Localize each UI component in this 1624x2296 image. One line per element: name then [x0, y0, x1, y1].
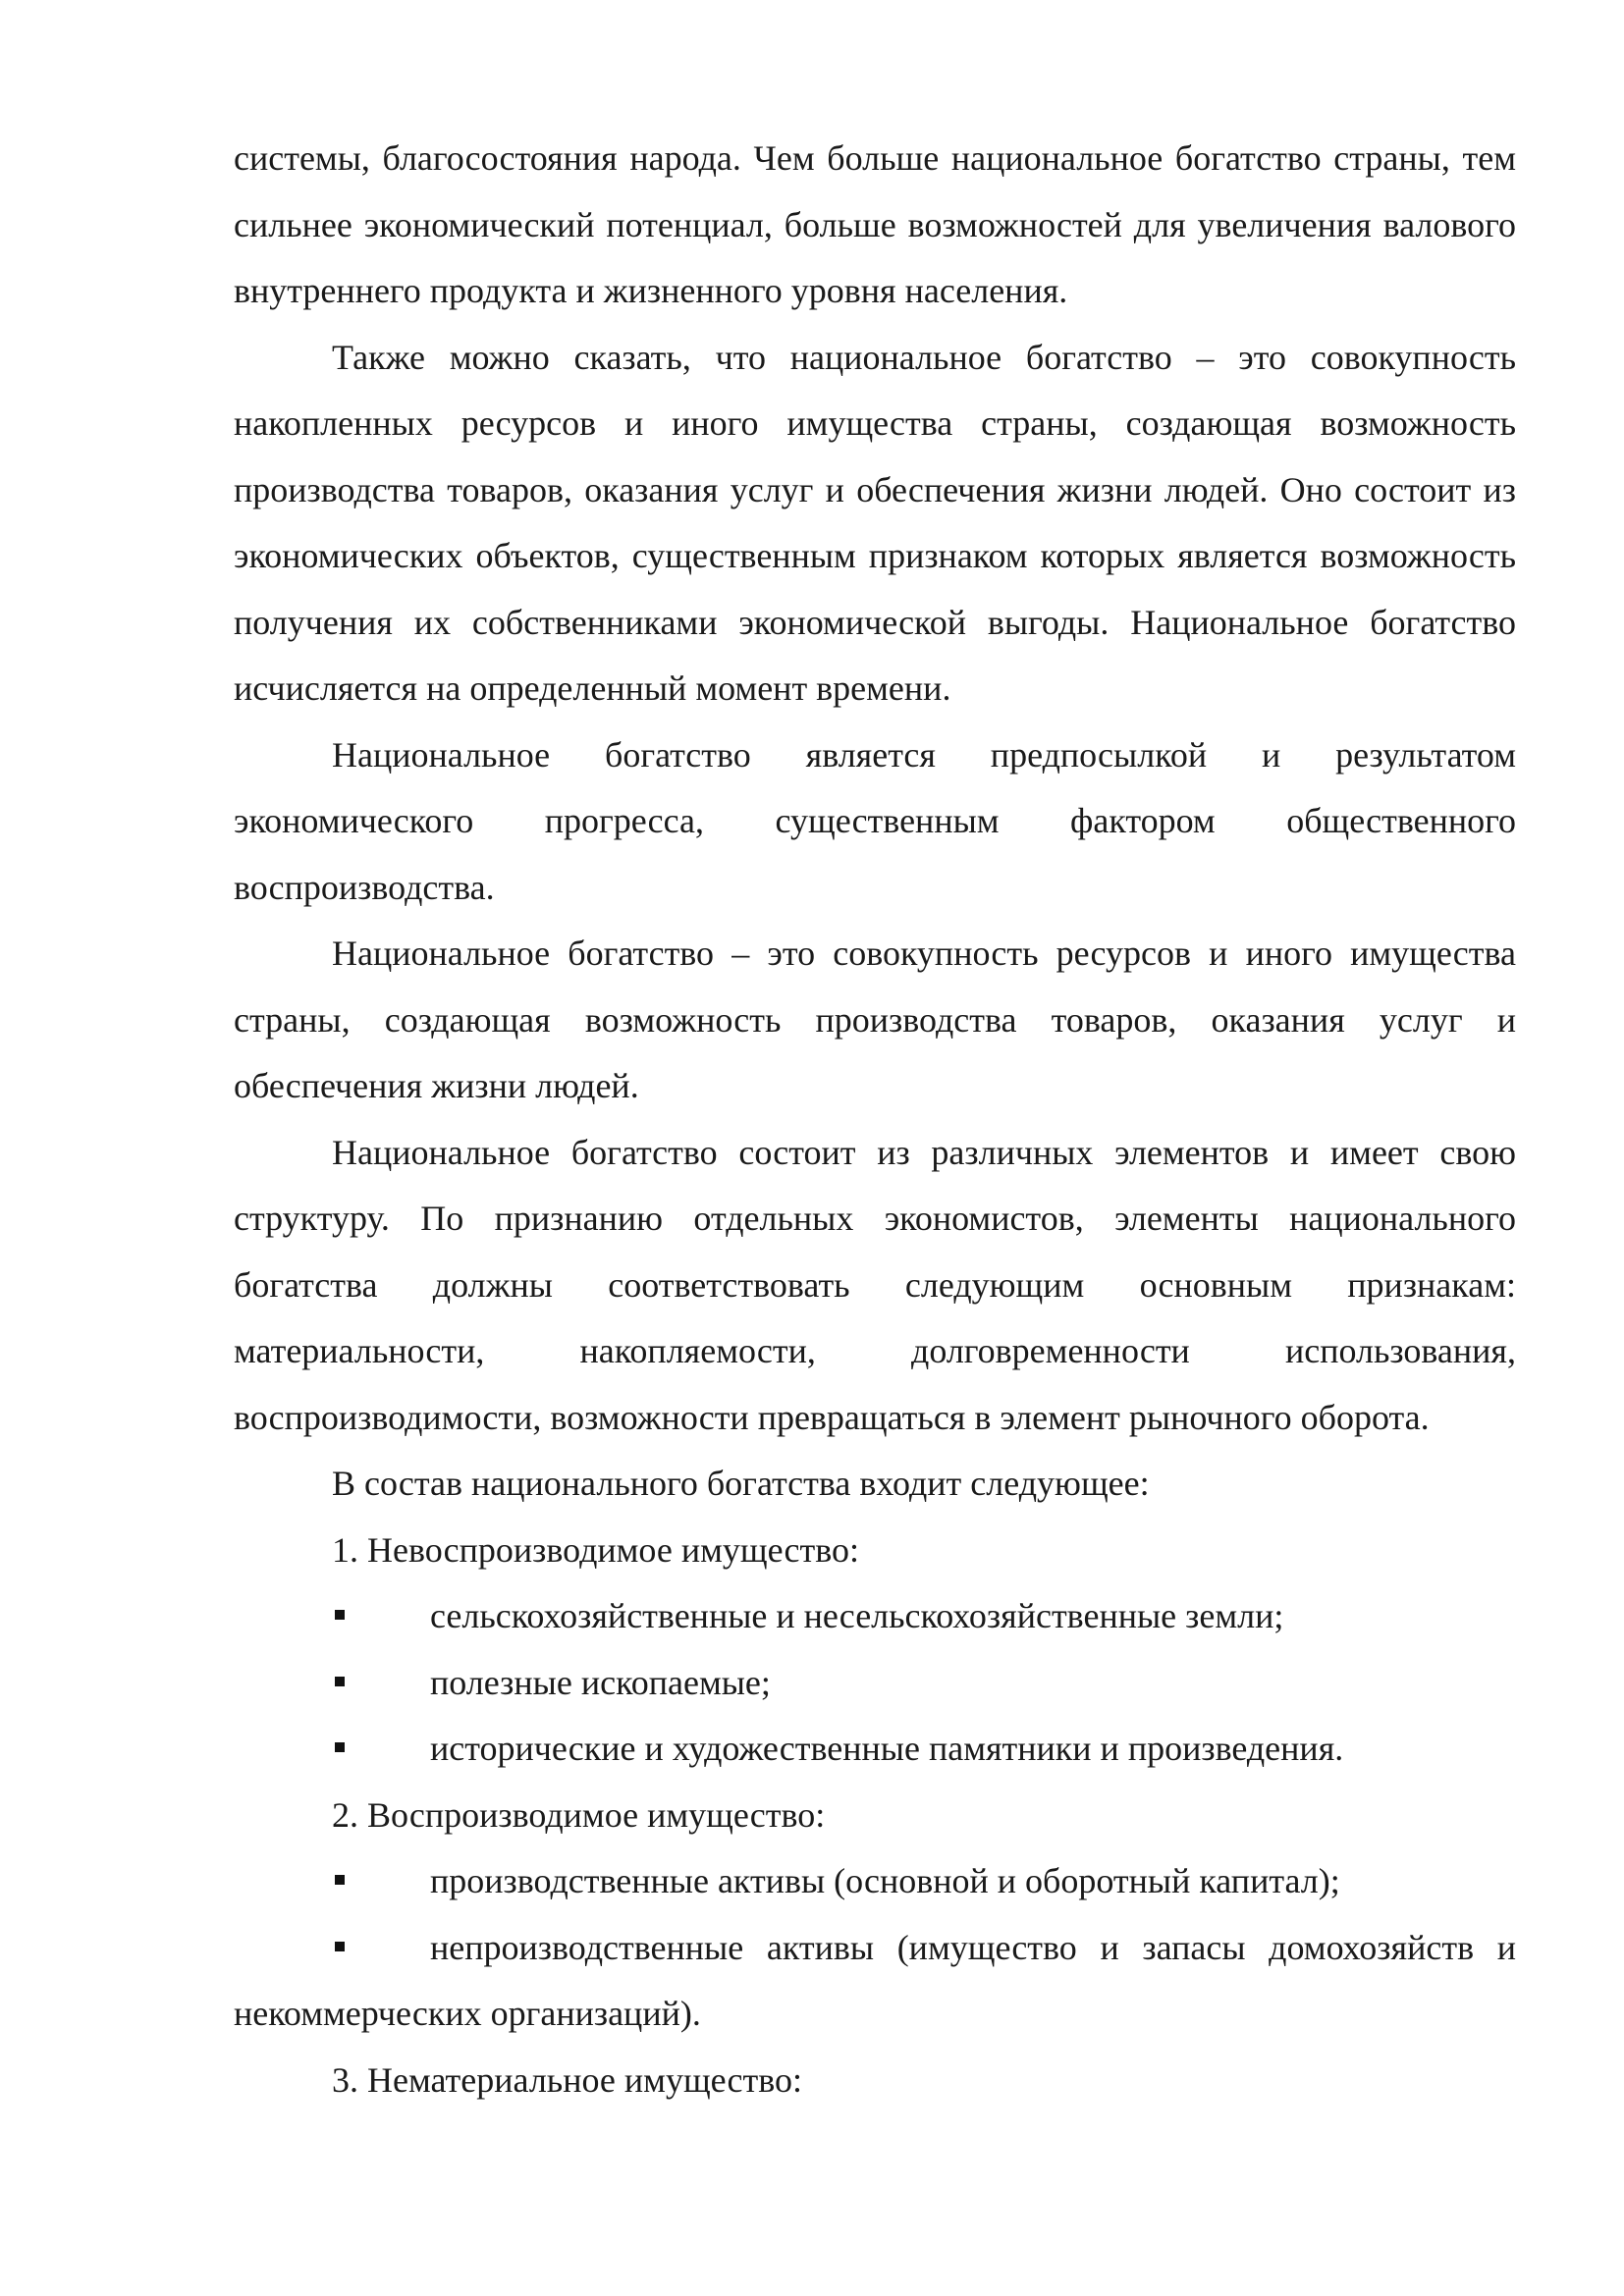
paragraph: Национальное богатство – это совокупность ресурсов и иного имущества страны, создающая возможность производства товаров, оказания услуг и обеспечения жизни людей. [234, 934, 1516, 1105]
list-item [234, 1650, 1516, 1717]
list-item-text: производственные активы (основной и оборотный капитал); [430, 1861, 1340, 1900]
square-bullet-icon [335, 1610, 345, 1620]
square-bullet-icon [335, 1875, 345, 1885]
paragraph: Национальное богатство является предпосылкой и результатом экономического прогресса, существенным фактором общественного воспроизводства. [234, 734, 1516, 907]
list-item-text: полезные ископаемые; [430, 1662, 771, 1702]
list-item-text: сельскохозяйственные и несельскохозяйственные земли; [430, 1596, 1284, 1635]
list-item-text: непроизводственные активы (имущество и запасы домохозяйств и некоммерческих организаций). [234, 1927, 1516, 2033]
section-heading-1: 1. Невоспроизводимое имущество: [332, 1529, 859, 1570]
list-item-text: исторические и художественные памятники и произведения. [430, 1729, 1344, 1768]
list-intro: В состав национального богатства входит следующее: [332, 1464, 1150, 1503]
list-item [234, 1716, 1516, 1783]
paragraph: системы, благосостояния народа. Чем больше национальное богатство страны, тем сильнее экономический потенциал, больше возможностей для увеличения валового внутреннего продукта и жизненного уровня населения. [234, 138, 1516, 310]
document-page [234, 126, 1516, 2113]
square-bullet-icon [335, 1742, 345, 1752]
list-item [234, 1848, 1516, 1915]
list-item [234, 1915, 1516, 2048]
list-item [234, 1583, 1516, 1650]
section-heading-3: 3. Нематериальное имущество: [332, 2059, 803, 2100]
square-bullet-icon [335, 1942, 345, 1951]
square-bullet-icon [335, 1677, 345, 1686]
paragraph: Национальное богатство состоит из различных элементов и имеет свою структуру. По признанию отдельных экономистов, элементы национального богатства должны соответствовать следующим основным признакам: материальности, накопляемости, долговременности использования, воспроизводимости, возможности превращаться в элемент рыночного оборота. [234, 1132, 1516, 1437]
paragraph: Также можно сказать, что национальное богатство – это совокупность накопленных ресурсов и иного имущества страны, создающая возможность производства товаров, оказания услуг и обеспечения жизни людей. Оно состоит из экономических объектов, существенным признаком которых является возможность получения их собственниками экономической выгоды. Национальное богатство исчисляется на определенный момент времени. [234, 337, 1516, 708]
section-heading-2: 2. Воспроизводимое имущество: [332, 1794, 826, 1835]
